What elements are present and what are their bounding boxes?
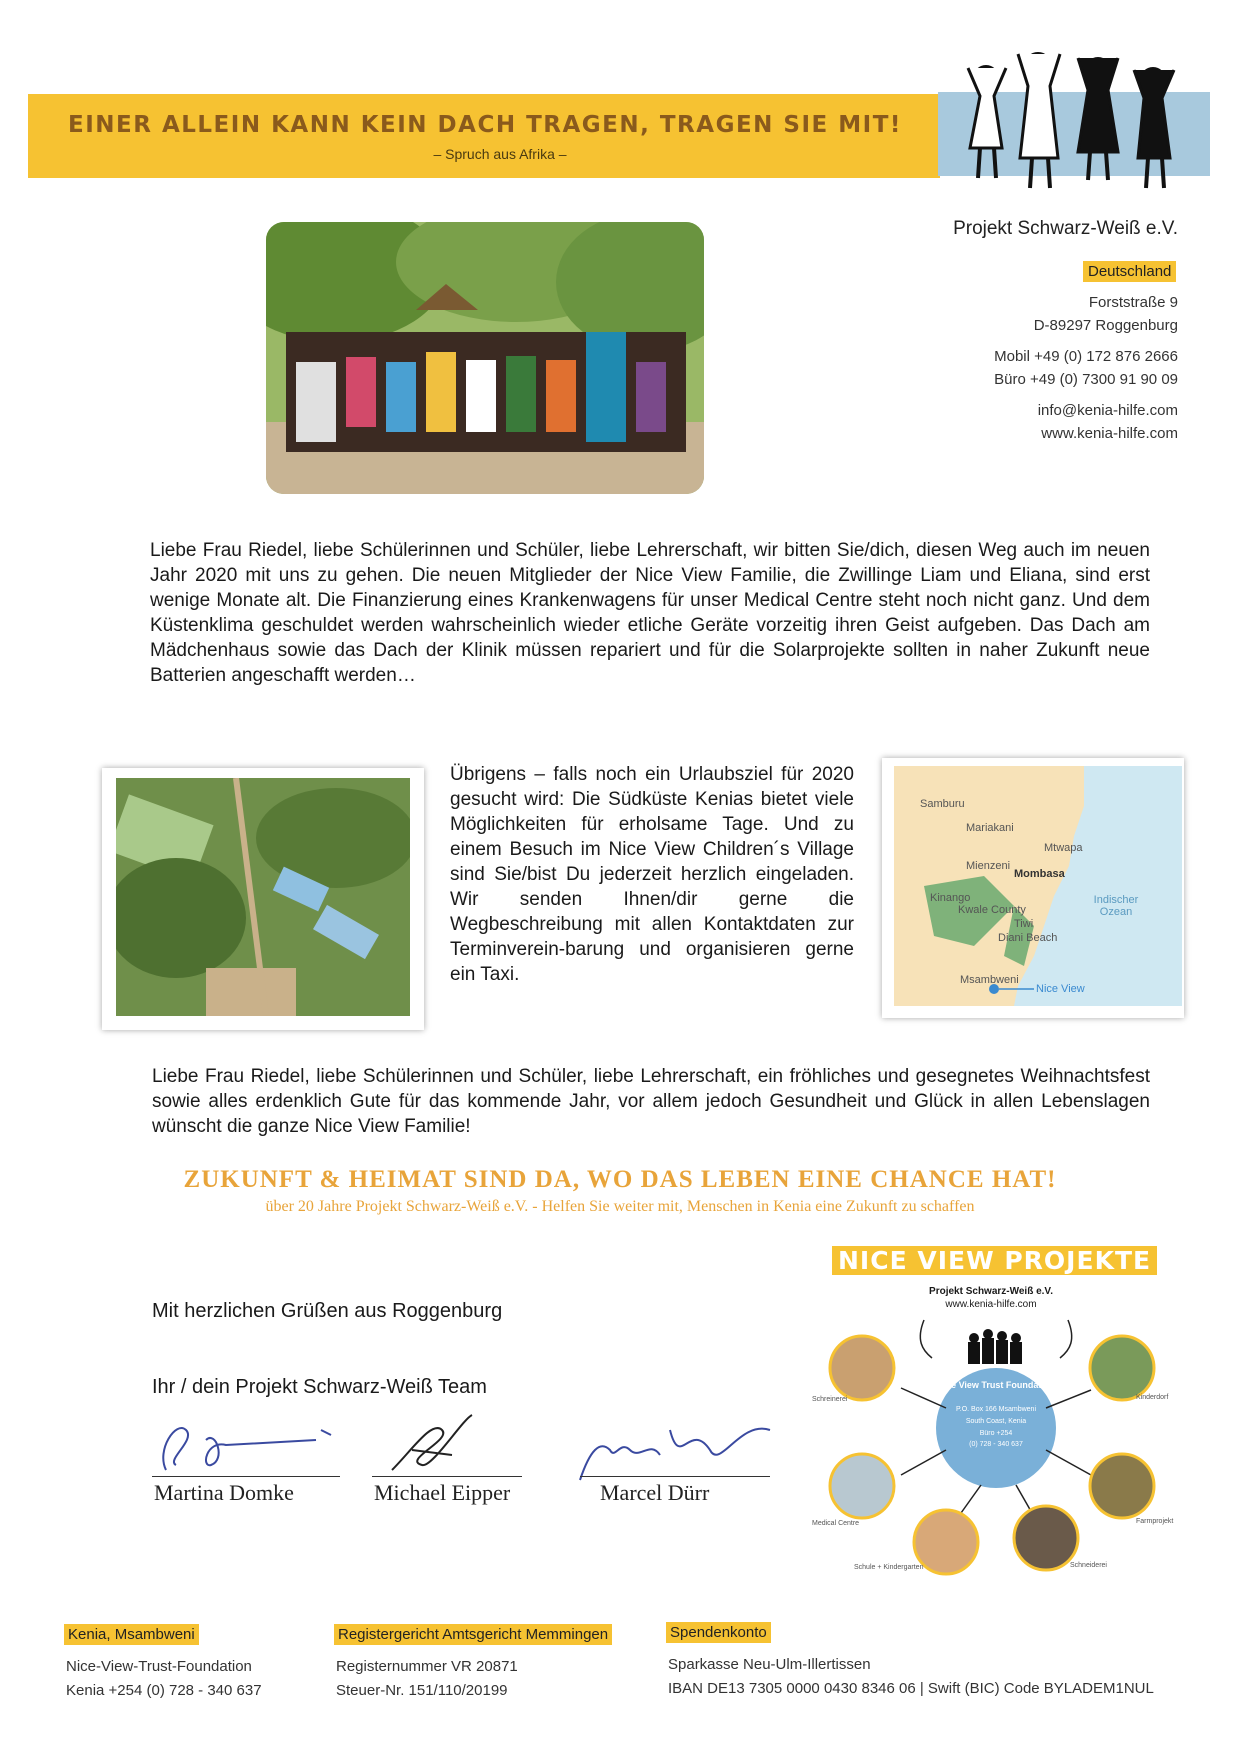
signature-duerr-icon: [570, 1410, 780, 1490]
map-label-msambweni: Msambweni: [960, 974, 1019, 986]
project-label-farm: Farmprojekt: [1136, 1518, 1174, 1525]
signer-domke: Martina Domke: [154, 1480, 294, 1505]
wishes-paragraph: Liebe Frau Riedel, liebe Schülerinnen und Schüler, liebe Lehrerschaft, ein fröhliches und gesegnetes Weihnachtsfest sowie alles erdenklich Gute für das kommende Jahr, vor allem jedoch Gesundheit und Glück in allen Lebenslagen wünscht die ganze Nice View Familie!: [152, 1066, 1150, 1137]
map-label-diani: Diani Beach: [998, 932, 1058, 944]
footer-register-line1: Registernummer VR 20871: [336, 1658, 518, 1675]
signature-line-2: [372, 1476, 522, 1477]
map-label-mtwapa: Mtwapa: [1044, 842, 1083, 854]
footer-kenia-line1: Nice-View-Trust-Foundation: [66, 1658, 252, 1675]
projects-org: Projekt Schwarz-Weiß e.V.: [929, 1286, 1053, 1297]
project-label-kinderdorf: Kinderdorf: [1136, 1394, 1169, 1401]
contact-city: D-89297 Roggenburg: [1033, 317, 1178, 334]
map-label-samburu: Samburu: [920, 798, 965, 810]
closing-greeting: Mit herzlichen Grüßen aus Roggenburg: [152, 1300, 503, 1322]
projects-center-phone1: Büro +254: [979, 1430, 1013, 1437]
footer-donation-line2: IBAN DE13 7305 0000 0430 8346 06 | Swift (BIC) Code BYLADEM1NUL: [668, 1680, 1154, 1697]
travel-paragraph: Übrigens – falls noch ein Urlaubsziel für 2020 gesucht wird: Die Südküste Kenias bietet viele Möglichkeiten für erholsame Tage. Und zu einem Besuch im Nice View Children´s Village sind Sie/bist Du jederzeit herzlich eingeladen. Wir senden Ihnen/dir gerne die Wegbeschreibung mit allen Kontaktdaten zur Terminverein-barung und organisieren gerne ein Taxi.: [450, 764, 854, 985]
footer-kenia-line2: Kenia +254 (0) 728 - 340 637: [66, 1682, 262, 1699]
closing-team: Ihr / dein Projekt Schwarz-Weiß Team: [152, 1376, 487, 1398]
projects-center-addr2: South Coast, Kenia: [965, 1418, 1027, 1425]
map-label-kinango: Kinango: [930, 892, 971, 904]
project-label-schreinerei: Schreinerei: [812, 1396, 848, 1403]
projects-title: NICE VIEW PROJEKTE: [832, 1246, 1157, 1275]
footer-donation-tag: Spendenkonto: [666, 1622, 771, 1643]
group-photo-image: [266, 222, 704, 494]
signature-line-1: [152, 1476, 340, 1477]
contact-street: Forststraße 9: [1088, 294, 1178, 311]
projects-center-title: Nice View Trust Foundation: [937, 1380, 1055, 1390]
contact-email[interactable]: info@kenia-hilfe.com: [1037, 402, 1178, 419]
map-label-mariakani: Mariakani: [966, 822, 1014, 834]
children-logo-icon: [958, 48, 1188, 198]
header-title: EINER ALLEIN KANN KEIN DACH TRAGEN, TRAGEN SIE MIT!: [68, 112, 902, 138]
project-label-schneiderei: Schneiderei: [1070, 1562, 1107, 1569]
org-name: Projekt Schwarz-Weiß e.V.: [953, 218, 1178, 239]
contact-mobile: Mobil +49 (0) 172 876 2666: [994, 348, 1178, 365]
map-label-niceview: Nice View: [1036, 983, 1085, 995]
signer-duerr: Marcel Dürr: [600, 1480, 710, 1505]
header-subtitle: – Spruch aus Afrika –: [433, 146, 567, 162]
project-label-medical: Medical Centre: [812, 1520, 860, 1527]
aerial-photo: [116, 778, 410, 1016]
kenya-coast-map: [894, 766, 1182, 1006]
footer-register-tag: Registergericht Amtsgericht Memmingen: [334, 1624, 612, 1645]
footer-kenia-tag: Kenia, Msambweni: [64, 1624, 199, 1645]
map-label-kwale: Kwale County: [958, 904, 1026, 916]
map-label-tiwi: Tiwi: [1014, 918, 1034, 930]
signature-line-3: [580, 1476, 770, 1477]
intro-paragraph: Liebe Frau Riedel, liebe Schülerinnen und Schüler, liebe Lehrerschaft, wir bitten Sie/dich, diesen Weg auch im neuen Jahr 2020 mit uns zu gehen. Die neuen Mitglieder der Nice View Familie, die Zwillinge Liam und Eliana, sind erst wenige Monate alt. Die Finanzierung eines Krankenwagens für unser Medical Centre steht noch nicht ganz. Und dem Küstenklima geschuldet werden wahrscheinlich wieder etliche Geräte vorzeitig ihren Geist aufgeben. Das Dach am Mädchenhaus sowie das Dach der Klinik müssen repariert und für die Solarprojekte sollten in naher Zukunft neue Batterien angeschafft werden…: [150, 540, 1150, 686]
slogan-sub: über 20 Jahre Projekt Schwarz-Weiß e.V. - Helfen Sie weiter mit, Menschen in Kenia eine Zukunft zu schaffen: [265, 1198, 975, 1215]
signature-eipper-icon: [372, 1410, 512, 1480]
projects-center-addr1: P.O. Box 166 Msambweni: [955, 1406, 1037, 1413]
group-photo: [266, 222, 704, 494]
signer-eipper: Michael Eipper: [374, 1480, 511, 1505]
project-label-schule: Schule + Kindergarten: [854, 1564, 924, 1571]
projects-center-phone2: (0) 728 - 340 637: [969, 1441, 1023, 1448]
slogan: ZUKUNFT & HEIMAT SIND DA, WO DAS LEBEN EINE CHANCE HAT!: [183, 1166, 1057, 1193]
map-label-mombasa: Mombasa: [1014, 868, 1065, 880]
map-label-ocean: Indischer Ozean: [1093, 894, 1139, 918]
footer-register-line2: Steuer-Nr. 151/110/20199: [336, 1682, 508, 1699]
projects-diagram: [806, 1280, 1176, 1580]
map-label-mienzeni: Mienzeni: [966, 860, 1011, 872]
signature-domke-icon: [146, 1410, 346, 1480]
footer-donation-line1: Sparkasse Neu-Ulm-Illertissen: [668, 1656, 871, 1673]
country-tag: Deutschland: [1083, 261, 1176, 282]
contact-web[interactable]: www.kenia-hilfe.com: [1041, 425, 1178, 442]
projects-web: www.kenia-hilfe.com: [945, 1299, 1037, 1310]
contact-office: Büro +49 (0) 7300 91 90 09: [994, 371, 1178, 388]
